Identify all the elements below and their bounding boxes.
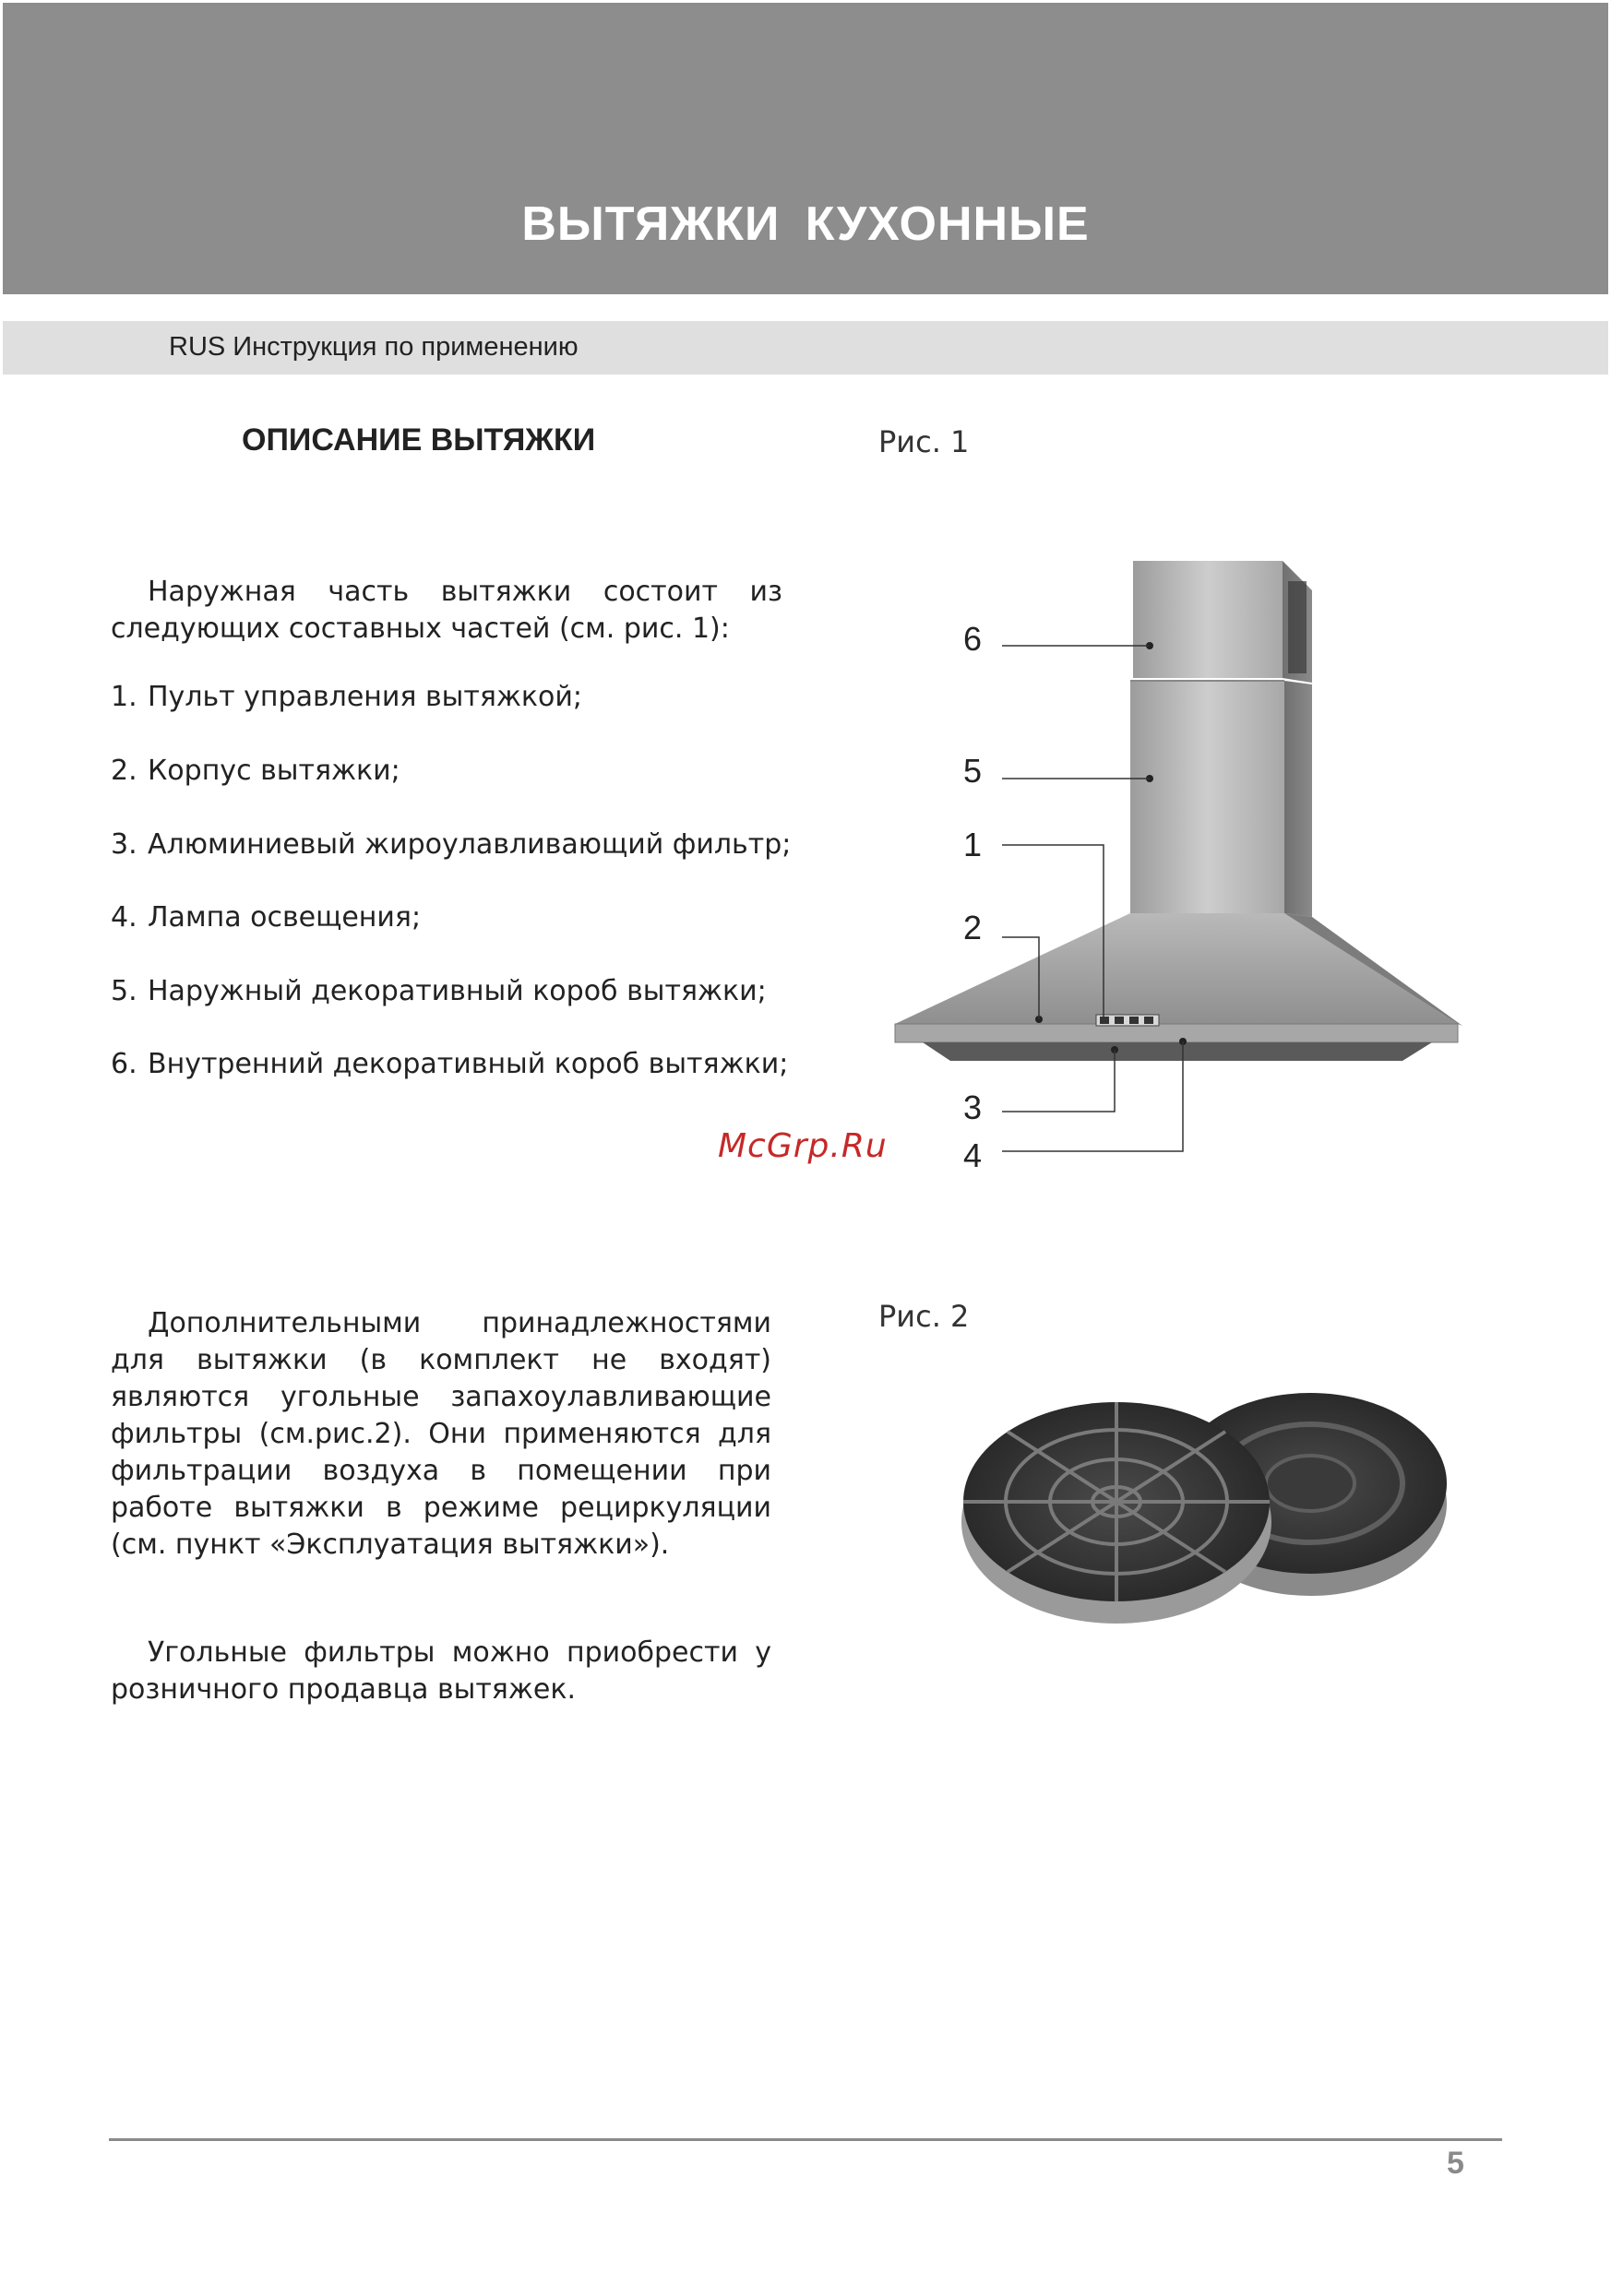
list-item-number: 4. [111,901,137,934]
accessories-paragraph: Дополнительными принадлежностями для вытяжки (в комплект не входят) являются угольные запахоулавливающие фильтры (см.рис.2). Они применяются для фильтрации воздуха в помещении при работе вытяжки в режиме рециркуляции (см. пункт «Эксплуатация вытяжки»). [111,1307,771,1561]
figure2-label: Рис. 2 [878,1299,970,1334]
watermark: McGrp.Ru [718,1127,888,1165]
subheader-text: RUS Инструкция по применению [169,332,579,362]
list-item-text: Внутренний декоративный короб вытяжки; [148,1048,789,1080]
list-item [111,975,767,1007]
page-number: 5 [1447,2146,1464,2181]
list-item [111,755,400,787]
outer-chimney [1130,681,1284,913]
purchase-paragraph: Угольные фильтры можно приобрести у розничного продавца вытяжек. [111,1636,771,1706]
list-item-text: Лампа освещения; [148,901,422,934]
subheader-band [3,321,1608,375]
figure1-label: Рис. 1 [878,424,970,459]
carbon-filters-illustration [941,1365,1458,1624]
inner-chimney [1133,561,1283,678]
footer-divider [109,2138,1502,2141]
callout-2: 2 [963,909,983,946]
callout-3: 3 [963,1089,983,1126]
callout-4: 4 [963,1136,983,1174]
callout-1: 1 [963,826,983,863]
canopy-rim [895,1024,1458,1042]
list-item-text: Корпус вытяжки; [148,755,400,787]
list-item [111,681,582,713]
list-item [111,828,791,861]
list-item-text: Пульт управления вытяжкой; [148,681,582,713]
list-item-text: Наружный декоративный короб вытяжки; [148,975,767,1007]
callout-5: 5 [963,752,983,790]
page-title: ВЫТЯЖКИ КУХОННЫЕ [521,197,1090,251]
list-item-number: 6. [111,1048,137,1080]
list-item [111,1048,788,1080]
grease-filter [923,1042,1432,1061]
list-item-number: 2. [111,755,137,787]
header-band [3,3,1608,294]
list-item-text: Алюминиевый жироулавливающий фильтр; [148,828,792,861]
chimney-side-lower [1284,681,1312,917]
intro-paragraph: Наружная часть вытяжки состоит из следующих составных частей (см. рис. 1): [111,576,782,645]
section-title: ОПИСАНИЕ ВЫТЯЖКИ [242,422,596,458]
list-item [111,901,421,934]
list-item-number: 1. [111,681,137,713]
list-item-number: 5. [111,975,137,1007]
list-item-number: 3. [111,828,137,861]
callout-6: 6 [963,620,983,658]
